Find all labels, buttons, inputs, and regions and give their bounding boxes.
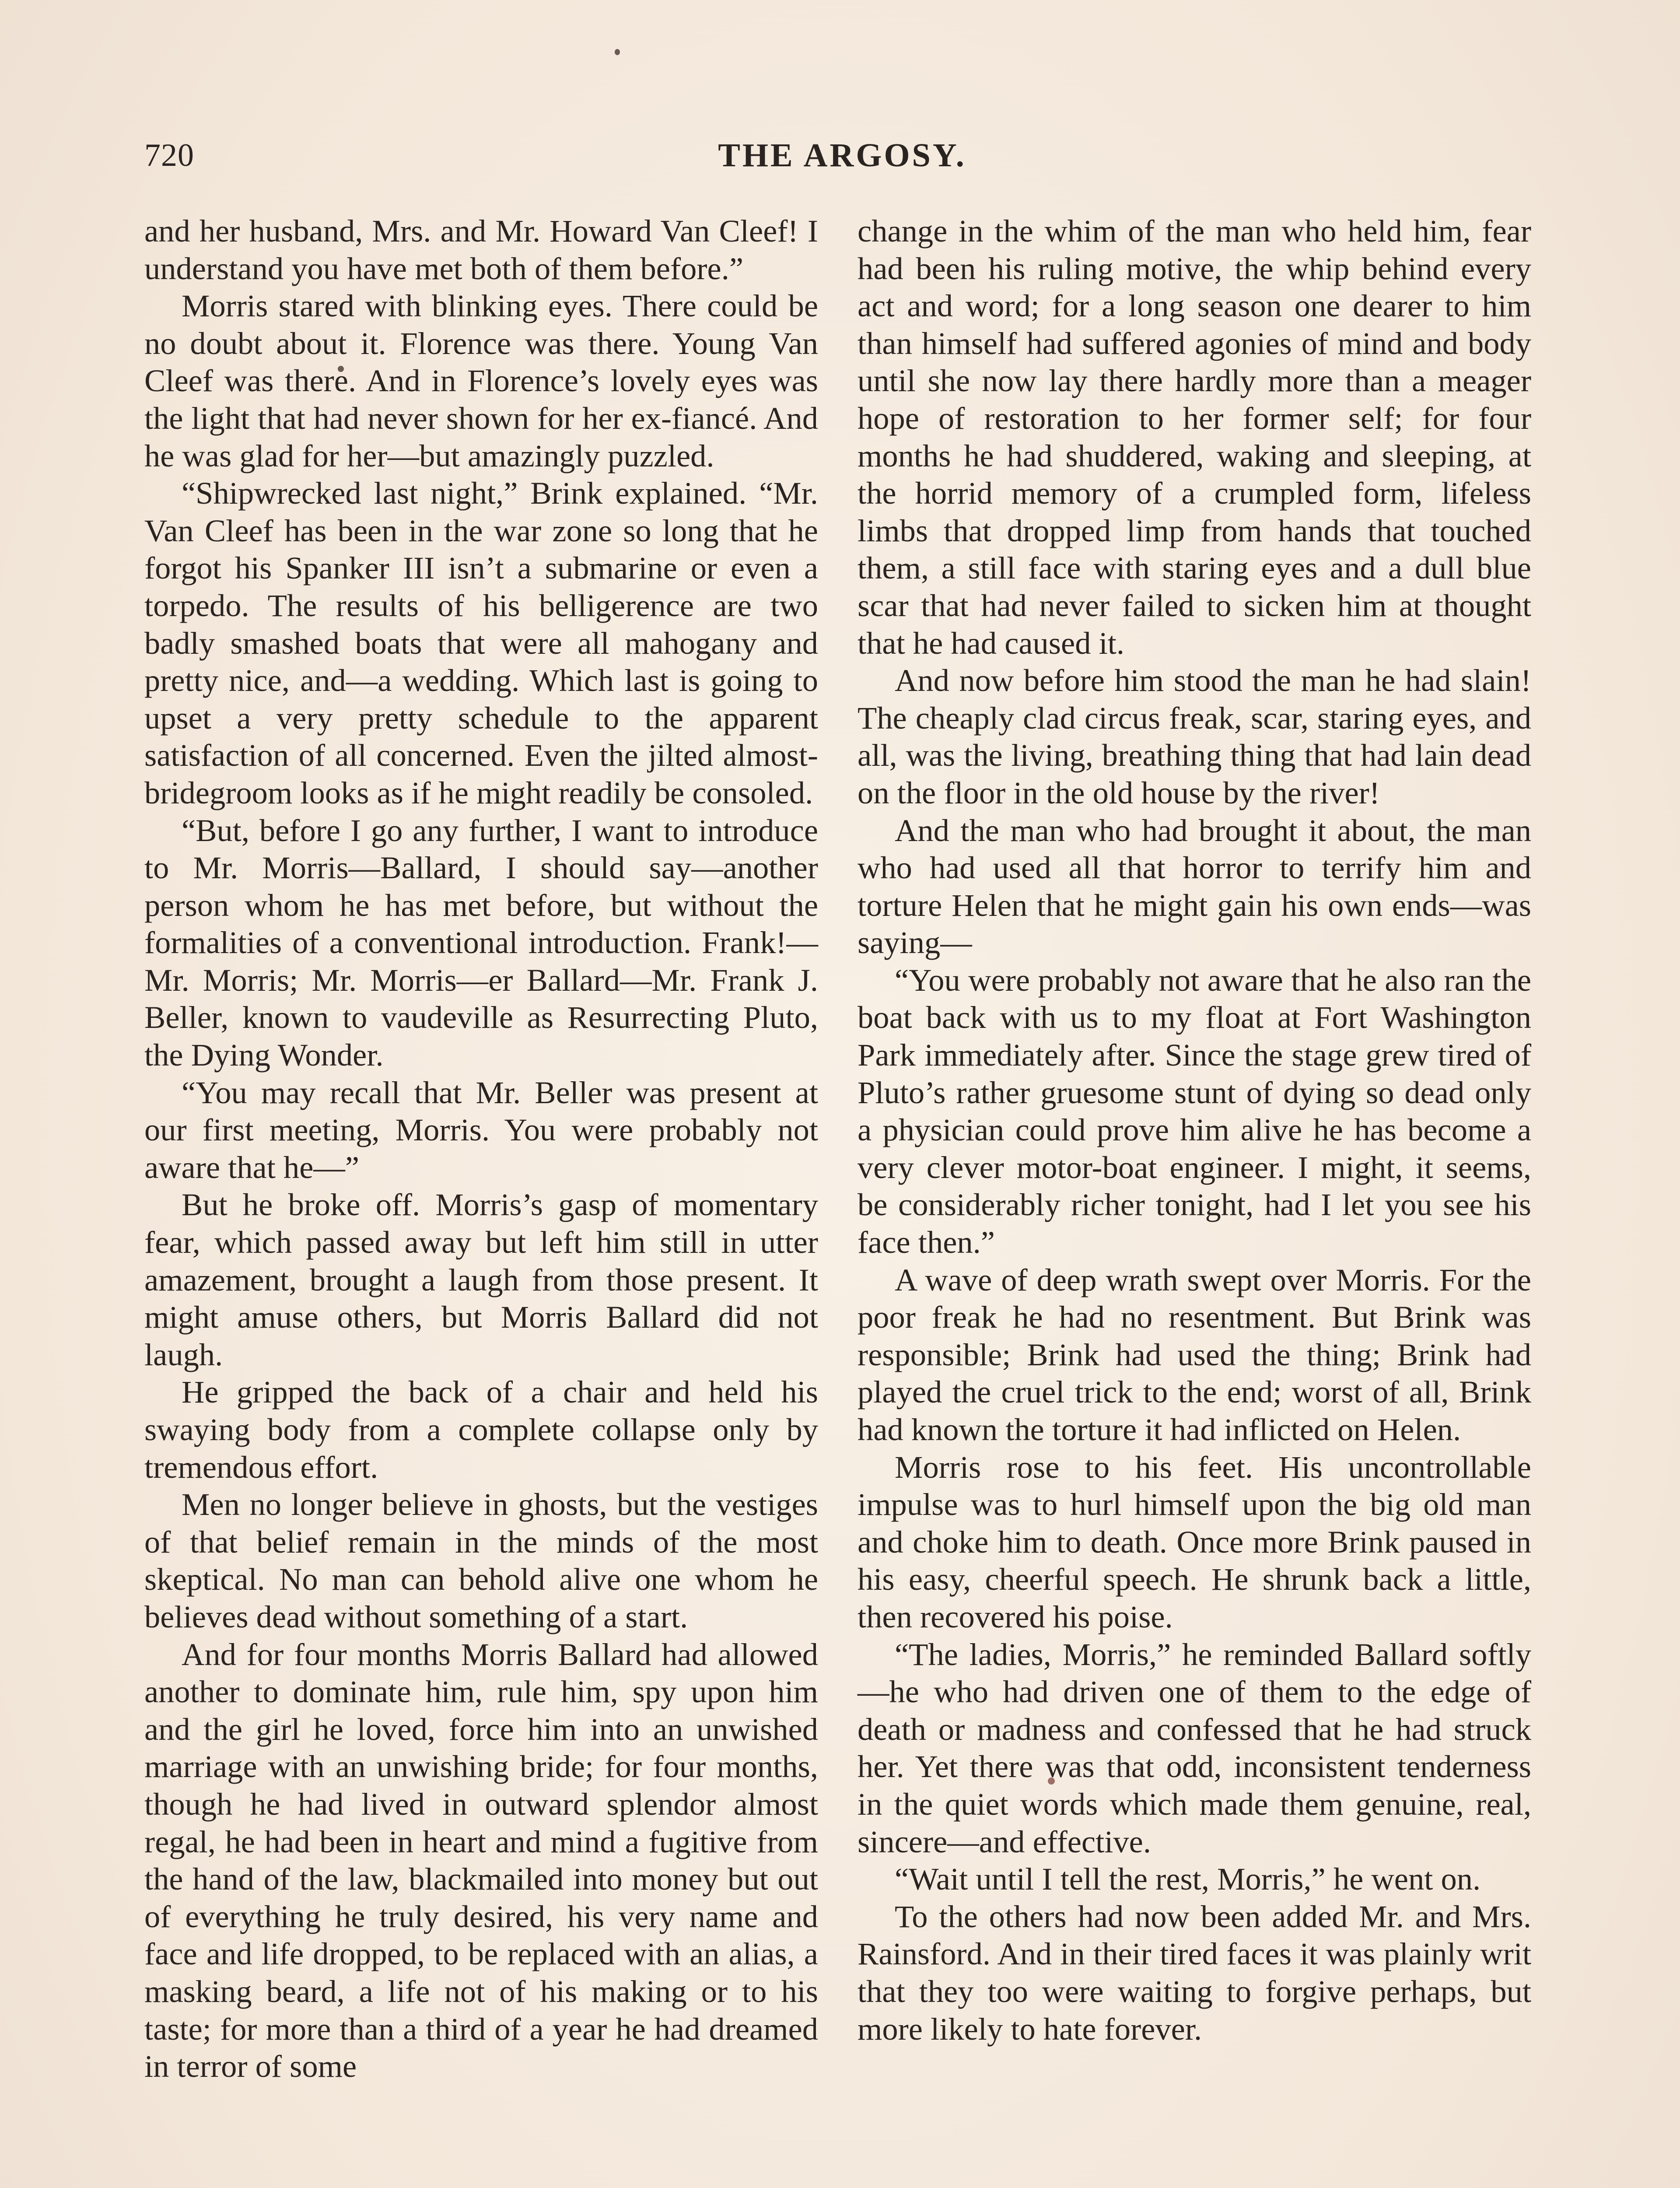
- paragraph: But he broke off. Morris’s gasp of momentary fear, which passed away but left him still in utter amazement, brought a laugh from those present. It might amuse others, but Morris Ballard did not laugh.: [144, 1187, 818, 1372]
- paragraph: And now before him stood the man he had slain! The cheaply clad circus freak, scar, staring eyes, and all, was the living, breathing thing that had lain dead on the floor in the old house by the river!: [858, 663, 1531, 810]
- left-column: [144, 212, 818, 2085]
- ink-speck: [615, 49, 620, 55]
- page-number: 720: [144, 137, 194, 173]
- paragraph: He gripped the back of a chair and held his swaying body from a complete collapse only by tremendous effort.: [144, 1374, 818, 1485]
- paragraph: Morris rose to his feet. His uncontrollable impulse was to hurl himself upon the big old man and choke him to death. Once more Brink paused in his easy, cheerful speech. He shrunk back a little, then recovered his poise.: [858, 1449, 1531, 1634]
- paragraph: Morris stared with blinking eyes. There could be no doubt about it. Florence was there. Young Van Cleef was there. And in Florence’s lovely eyes was the light that had never shown for her ex-fiancé. And he was glad for her—but amazingly puzzled.: [144, 288, 818, 473]
- paragraph: “Wait until I tell the rest, Morris,” he went on.: [895, 1861, 1481, 1897]
- paragraph: “Shipwrecked last night,” Brink explained. “Mr. Van Cleef has been in the war zone so long that he forgot his Spanker III isn’t a submarine or even a torpedo. The results of his belligerence are two badly smashed boats that were all mahogany and pretty nice, and—a wedding. Which last is going to upset a very pretty schedule to the apparent satisfaction of all concerned. Even the jilted almost-bridegroom looks as if he might readily be consoled.: [144, 475, 818, 810]
- running-head: THE ARGOSY.: [718, 137, 966, 174]
- paragraph: To the others had now been added Mr. and Mrs. Rainsford. And in their tired faces it was plainly writ that they too were waiting to forgive perhaps, but more likely to hate forever.: [858, 1898, 1531, 2047]
- right-column: [858, 212, 1531, 2048]
- paragraph: A wave of deep wrath swept over Morris. For the poor freak he had no resentment. But Brink was responsible; Brink had used the thing; Brink had played the cruel trick to the end; worst of all, Brink had known the torture it had inflicted on Helen.: [858, 1262, 1531, 1447]
- paragraph: “But, before I go any further, I want to introduce to Mr. Morris—Ballard, I should say—another person whom he has met before, but without the formalities of a conventional introduction. Frank!—Mr. Morris; Mr. Morris—er Ballard—Mr. Frank J. Beller, known to vaudeville as Resurrecting Pluto, the Dying Wonder.: [144, 812, 818, 1073]
- paragraph: Men no longer believe in ghosts, but the vestiges of that belief remain in the minds of the most skeptical. No man can behold alive one whom he believes dead without something of a start.: [144, 1487, 818, 1634]
- paragraph: And the man who had brought it about, the man who had used all that horror to terrify him and torture Helen that he might gain his own ends—was saying—: [858, 812, 1531, 961]
- page-header: [144, 131, 1540, 179]
- paragraph: And for four months Morris Ballard had allowed another to dominate him, rule him, spy upon him and the girl he loved, force him into an unwished marriage with an unwishing bride; for four months, though he had lived in outward splendor almost regal, he had been in heart and mind a fugitive from the hand of the law, blackmailed into money but out of everything he truly desired, his very name and face and life dropped, to be replaced with an alias, a masking beard, a life not of his making or to his taste; for more than a third of a year he had dreamed in terror of some: [144, 1636, 818, 2084]
- paragraph: and her husband, Mrs. and Mr. Howard Van Cleef! I understand you have met both of them before.”: [144, 213, 818, 286]
- paragraph: “You may recall that Mr. Beller was present at our first meeting, Morris. You were probably not aware that he—”: [144, 1074, 818, 1185]
- paragraph: change in the whim of the man who held him, fear had been his ruling motive, the whip behind every act and word; for a long season one dearer to him than himself had suffered agonies of mind and body until she now lay there hardly more than a meager hope of restoration to her former self; for four months he had shuddered, waking and sleeping, at the horrid memory of a crumpled form, lifeless limbs that dropped limp from hands that touched them, a still face with staring eyes and a dull blue scar that had never failed to sicken him at thought that he had caused it.: [858, 213, 1531, 661]
- paragraph: “The ladies, Morris,” he reminded Ballard softly—he who had driven one of them to the edge of death or madness and confessed that he had struck her. Yet there was that odd, inconsistent tenderness in the quiet words which made them genuine, real, sincere—and effective.: [858, 1636, 1531, 1859]
- paragraph: “You were probably not aware that he also ran the boat back with us to my float at Fort Washington Park immediately after. Since the stage grew tired of Pluto’s rather gruesome stunt of dying so dead only a physician could prove him alive he has become a very clever motor-boat engineer. I might, it seems, be considerably richer tonight, had I let you see his face then.”: [858, 962, 1531, 1260]
